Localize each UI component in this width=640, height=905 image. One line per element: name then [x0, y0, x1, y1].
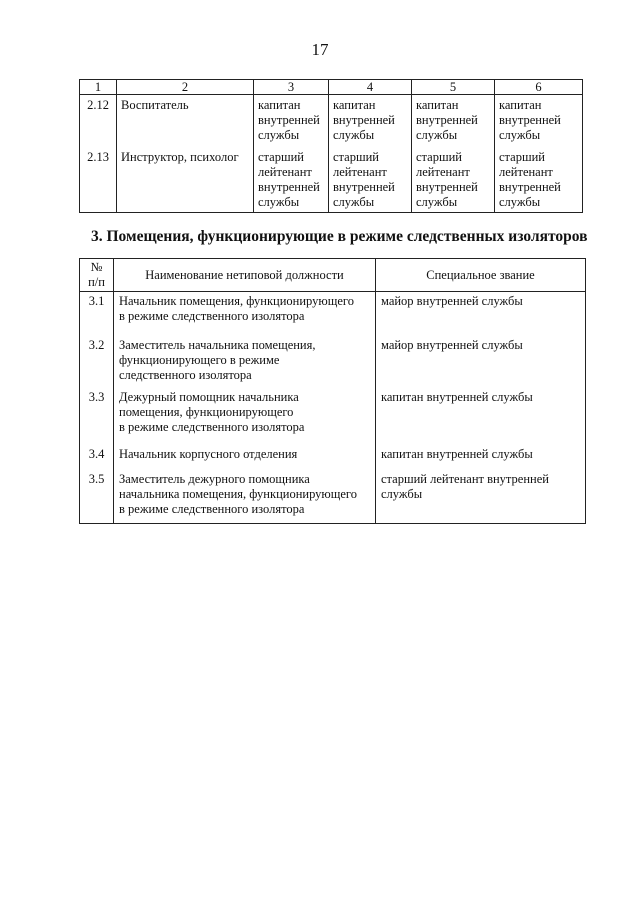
rank-line: службы	[258, 128, 300, 142]
table-row	[80, 95, 583, 149]
rank-line: внутренней	[333, 180, 395, 194]
rank-line: майор внутренней службы	[381, 294, 523, 308]
rank-line: старший	[333, 150, 379, 164]
rank-line: внутренней	[258, 180, 320, 194]
rank-table-section-3	[79, 258, 586, 524]
column-number-1: 1	[80, 80, 117, 95]
position-line: начальника помещения, функционирующего	[119, 487, 357, 501]
position-line: помещения, функционирующего	[119, 405, 294, 419]
rank-line: внутренней	[258, 113, 320, 127]
rank-line: внутренней	[499, 180, 561, 194]
column-number-3: 3	[254, 80, 329, 95]
rank-line: капитан внутренней службы	[381, 447, 533, 461]
rank-line: службы	[333, 195, 375, 209]
rank-line: капитан	[333, 98, 376, 112]
header-position: Наименование нетиповой должности	[114, 259, 376, 292]
rank-line: старший	[416, 150, 462, 164]
header-rank: Специальное звание	[376, 259, 586, 292]
rank-line: капитан внутренней службы	[381, 390, 533, 404]
rank-line: службы	[416, 128, 458, 142]
row-number: 2.13	[80, 148, 117, 213]
position-line: Начальник корпусного отделения	[119, 447, 298, 461]
table-header-row	[80, 80, 583, 95]
rank-line: лейтенант	[258, 165, 312, 179]
rank-line: службы	[333, 128, 375, 142]
rank-line: капитан	[499, 98, 542, 112]
rank-cell	[412, 95, 495, 149]
header-number-sign: №	[90, 260, 103, 274]
row-number: 3.2	[80, 336, 114, 388]
position-line: функционирующего в режиме	[119, 353, 280, 367]
rank-cell	[329, 148, 412, 213]
rank-line: внутренней	[499, 113, 561, 127]
row-number: 3.5	[80, 470, 114, 524]
rank-line: майор внутренней службы	[381, 338, 523, 352]
rank-line: службы	[499, 128, 541, 142]
rank-line: службы	[381, 487, 423, 501]
table-row	[80, 148, 583, 213]
rank-line: лейтенант	[333, 165, 387, 179]
special-rank	[376, 470, 586, 524]
position-line: следственного изолятора	[119, 368, 252, 382]
position-name	[114, 336, 376, 388]
rank-line: внутренней	[416, 180, 478, 194]
rank-cell	[329, 95, 412, 149]
rank-cell	[254, 148, 329, 213]
rank-line: старший	[499, 150, 545, 164]
table-row	[80, 292, 586, 337]
table-row	[80, 388, 586, 445]
rank-line: службы	[258, 195, 300, 209]
position-line: в режиме следственного изолятора	[119, 420, 305, 434]
rank-line: службы	[499, 195, 541, 209]
column-number-5: 5	[412, 80, 495, 95]
special-rank	[376, 292, 586, 337]
rank-cell	[254, 95, 329, 149]
rank-table-continued	[79, 79, 583, 213]
position-name	[114, 388, 376, 445]
rank-cell	[495, 148, 583, 213]
row-number: 3.1	[80, 292, 114, 337]
header-number-label: п/п	[88, 275, 105, 289]
position-line: Заместитель дежурного помощника	[119, 472, 310, 486]
row-number: 3.3	[80, 388, 114, 445]
position-line: Дежурный помощник начальника	[119, 390, 299, 404]
rank-line: капитан	[258, 98, 301, 112]
position-name	[114, 292, 376, 337]
rank-line: службы	[416, 195, 458, 209]
table-header-row	[80, 259, 586, 292]
table-row	[80, 336, 586, 388]
rank-line: старший	[258, 150, 304, 164]
position-name	[114, 445, 376, 470]
position-name: Воспитатель	[117, 95, 254, 149]
special-rank	[376, 445, 586, 470]
rank-line: лейтенант	[499, 165, 553, 179]
rank-line: старший лейтенант внутренней	[381, 472, 549, 486]
column-number-4: 4	[329, 80, 412, 95]
rank-line: внутренней	[333, 113, 395, 127]
rank-cell	[412, 148, 495, 213]
position-name: Инструктор, психолог	[117, 148, 254, 213]
table-row	[80, 445, 586, 470]
rank-line: внутренней	[416, 113, 478, 127]
page-number: 17	[311, 40, 329, 59]
header-number	[80, 259, 114, 292]
column-number-6: 6	[495, 80, 583, 95]
rank-cell	[495, 95, 583, 149]
row-number: 3.4	[80, 445, 114, 470]
special-rank	[376, 388, 586, 445]
row-number: 2.12	[80, 95, 117, 149]
table-row	[80, 470, 586, 524]
rank-line: лейтенант	[416, 165, 470, 179]
rank-line: капитан	[416, 98, 459, 112]
position-line: в режиме следственного изолятора	[119, 309, 305, 323]
position-name	[114, 470, 376, 524]
column-number-2: 2	[117, 80, 254, 95]
special-rank	[376, 336, 586, 388]
position-line: Заместитель начальника помещения,	[119, 338, 316, 352]
position-line: Начальник помещения, функционирующего	[119, 294, 354, 308]
position-line: в режиме следственного изолятора	[119, 502, 305, 516]
section-heading: 3. Помещения, функционирующие в режиме следственных изоляторов	[91, 228, 588, 245]
